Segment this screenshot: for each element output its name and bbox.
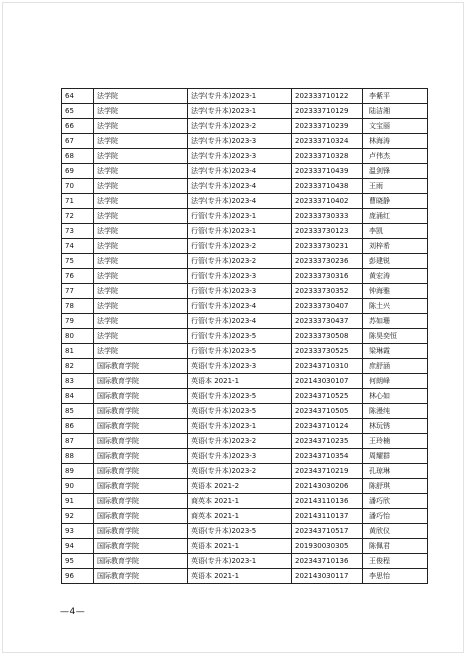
- student-id-cell: 202333710324: [292, 134, 363, 149]
- student-name-cell: 陆洁湘: [363, 104, 428, 119]
- student-id-cell: 202333710122: [292, 89, 363, 104]
- row-number-cell: 82: [62, 359, 94, 374]
- table-row: [62, 209, 428, 224]
- student-name-cell: 庞涌红: [363, 209, 428, 224]
- student-name-cell: 李凯: [363, 224, 428, 239]
- college-cell: 国际教育学院: [94, 389, 188, 404]
- college-cell: 国际教育学院: [94, 554, 188, 569]
- student-name-cell: 李思怡: [363, 569, 428, 584]
- student-id-cell: 202143030107: [292, 374, 363, 389]
- student-name-cell: 陈舒琪: [363, 479, 428, 494]
- student-name-cell: 刘梓希: [363, 239, 428, 254]
- student-name-cell: 林玩锈: [363, 419, 428, 434]
- student-id-cell: 202333730123: [292, 224, 363, 239]
- student-name-cell: 林海涛: [363, 134, 428, 149]
- college-cell: 法学院: [94, 134, 188, 149]
- page-number: —4—: [60, 607, 86, 617]
- row-number-cell: 93: [62, 524, 94, 539]
- table-row: [62, 224, 428, 239]
- class-cell: 法学(专升本)2023-4: [188, 194, 292, 209]
- student-name-cell: 庶舒涵: [363, 359, 428, 374]
- table-row: [62, 404, 428, 419]
- class-cell: 英语(专升本)2023-3: [188, 359, 292, 374]
- student-id-cell: 202333710239: [292, 119, 363, 134]
- row-number-cell: 76: [62, 269, 94, 284]
- student-name-cell: 孔琼琳: [363, 464, 428, 479]
- row-number-cell: 64: [62, 89, 94, 104]
- row-number-cell: 92: [62, 509, 94, 524]
- student-name-cell: 潘巧怡: [363, 509, 428, 524]
- college-cell: 法学院: [94, 224, 188, 239]
- table-row: [62, 479, 428, 494]
- row-number-cell: 85: [62, 404, 94, 419]
- table-row: [62, 134, 428, 149]
- student-id-cell: 202343710235: [292, 434, 363, 449]
- student-id-cell: 202333730231: [292, 239, 363, 254]
- row-number-cell: 91: [62, 494, 94, 509]
- row-number-cell: 95: [62, 554, 94, 569]
- student-name-cell: 陈昊奕恒: [363, 329, 428, 344]
- college-cell: 法学院: [94, 284, 188, 299]
- table-row: [62, 524, 428, 539]
- student-id-cell: 202333710129: [292, 104, 363, 119]
- student-id-cell: 202333710439: [292, 164, 363, 179]
- row-number-cell: 72: [62, 209, 94, 224]
- student-name-cell: 梁琳霞: [363, 344, 428, 359]
- row-number-cell: 83: [62, 374, 94, 389]
- student-id-cell: 202143030117: [292, 569, 363, 584]
- college-cell: 国际教育学院: [94, 419, 188, 434]
- college-cell: 国际教育学院: [94, 539, 188, 554]
- college-cell: 法学院: [94, 209, 188, 224]
- student-id-cell: 202343710136: [292, 554, 363, 569]
- row-number-cell: 90: [62, 479, 94, 494]
- student-name-cell: 温剑锋: [363, 164, 428, 179]
- row-number-cell: 74: [62, 239, 94, 254]
- class-cell: 行管(专升本)2023-4: [188, 314, 292, 329]
- class-cell: 英语(专升本)2023-5: [188, 524, 292, 539]
- row-number-cell: 81: [62, 344, 94, 359]
- row-number-cell: 77: [62, 284, 94, 299]
- student-name-cell: 陈土兴: [363, 299, 428, 314]
- student-id-cell: 202343710219: [292, 464, 363, 479]
- class-cell: 英语(专升本)2023-2: [188, 434, 292, 449]
- college-cell: 国际教育学院: [94, 359, 188, 374]
- class-cell: 英语(专升本)2023-1: [188, 419, 292, 434]
- class-cell: 英语(专升本)2023-1: [188, 554, 292, 569]
- row-number-cell: 88: [62, 449, 94, 464]
- table-row: [62, 164, 428, 179]
- row-number-cell: 69: [62, 164, 94, 179]
- class-cell: 行管(专升本)2023-5: [188, 344, 292, 359]
- student-id-cell: 202333730508: [292, 329, 363, 344]
- student-id-cell: 202143110137: [292, 509, 363, 524]
- class-cell: 商英本 2021-1: [188, 509, 292, 524]
- table-row: [62, 254, 428, 269]
- row-number-cell: 94: [62, 539, 94, 554]
- student-id-cell: 202333730407: [292, 299, 363, 314]
- student-name-cell: 何朗峰: [363, 374, 428, 389]
- table-row: [62, 539, 428, 554]
- class-cell: 行管(专升本)2023-3: [188, 269, 292, 284]
- row-number-cell: 79: [62, 314, 94, 329]
- table-row: [62, 419, 428, 434]
- class-cell: 法学(专升本)2023-1: [188, 104, 292, 119]
- table-row: [62, 359, 428, 374]
- row-number-cell: 84: [62, 389, 94, 404]
- row-number-cell: 87: [62, 434, 94, 449]
- table-row: [62, 104, 428, 119]
- class-cell: 英语(专升本)2023-5: [188, 404, 292, 419]
- table-row: [62, 329, 428, 344]
- class-cell: 法学(专升本)2023-3: [188, 134, 292, 149]
- class-cell: 法学(专升本)2023-1: [188, 89, 292, 104]
- table-row: [62, 509, 428, 524]
- student-name-cell: 陈漫纯: [363, 404, 428, 419]
- row-number-cell: 66: [62, 119, 94, 134]
- college-cell: 国际教育学院: [94, 449, 188, 464]
- student-name-cell: 曹晓静: [363, 194, 428, 209]
- class-cell: 英语本 2021-1: [188, 374, 292, 389]
- student-id-cell: 202343710517: [292, 524, 363, 539]
- table-row: [62, 284, 428, 299]
- row-number-cell: 71: [62, 194, 94, 209]
- row-number-cell: 96: [62, 569, 94, 584]
- table-row: [62, 554, 428, 569]
- college-cell: 法学院: [94, 119, 188, 134]
- table-row: [62, 569, 428, 584]
- student-id-cell: 202333730525: [292, 344, 363, 359]
- student-name-cell: 李紫平: [363, 89, 428, 104]
- college-cell: 国际教育学院: [94, 434, 188, 449]
- student-id-cell: 202143030206: [292, 479, 363, 494]
- college-cell: 国际教育学院: [94, 479, 188, 494]
- college-cell: 国际教育学院: [94, 464, 188, 479]
- college-cell: 国际教育学院: [94, 509, 188, 524]
- table-row: [62, 149, 428, 164]
- college-cell: 法学院: [94, 164, 188, 179]
- college-cell: 法学院: [94, 299, 188, 314]
- college-cell: 法学院: [94, 269, 188, 284]
- table-row: [62, 464, 428, 479]
- student-name-cell: 林心如: [363, 389, 428, 404]
- table-row: [62, 344, 428, 359]
- table-row: [62, 179, 428, 194]
- student-name-cell: 文宝丽: [363, 119, 428, 134]
- row-number-cell: 70: [62, 179, 94, 194]
- class-cell: 行管(专升本)2023-3: [188, 284, 292, 299]
- class-cell: 英语(专升本)2023-3: [188, 449, 292, 464]
- college-cell: 法学院: [94, 179, 188, 194]
- college-cell: 法学院: [94, 149, 188, 164]
- student-id-cell: 202143110136: [292, 494, 363, 509]
- class-cell: 英语(专升本)2023-2: [188, 464, 292, 479]
- student-name-cell: 陈佩君: [363, 539, 428, 554]
- row-number-cell: 65: [62, 104, 94, 119]
- student-roster-table: [61, 88, 428, 584]
- row-number-cell: 78: [62, 299, 94, 314]
- student-id-cell: 202333730333: [292, 209, 363, 224]
- row-number-cell: 80: [62, 329, 94, 344]
- student-name-cell: 钟海雅: [363, 284, 428, 299]
- class-cell: 英语(专升本)2023-5: [188, 389, 292, 404]
- college-cell: 国际教育学院: [94, 569, 188, 584]
- class-cell: 法学(专升本)2023-4: [188, 179, 292, 194]
- college-cell: 国际教育学院: [94, 374, 188, 389]
- college-cell: 法学院: [94, 239, 188, 254]
- college-cell: 国际教育学院: [94, 524, 188, 539]
- college-cell: 法学院: [94, 194, 188, 209]
- student-name-cell: 周耀群: [363, 449, 428, 464]
- college-cell: 法学院: [94, 104, 188, 119]
- class-cell: 英语本 2021-2: [188, 479, 292, 494]
- student-name-cell: 王雨: [363, 179, 428, 194]
- student-name-cell: 苏如珊: [363, 314, 428, 329]
- class-cell: 行管(专升本)2023-1: [188, 224, 292, 239]
- student-id-cell: 202333730316: [292, 269, 363, 284]
- student-id-cell: 202343710124: [292, 419, 363, 434]
- student-id-cell: 202333710438: [292, 179, 363, 194]
- class-cell: 行管(专升本)2023-2: [188, 239, 292, 254]
- college-cell: 法学院: [94, 89, 188, 104]
- student-id-cell: 202333710328: [292, 149, 363, 164]
- college-cell: 法学院: [94, 314, 188, 329]
- college-cell: 国际教育学院: [94, 404, 188, 419]
- student-name-cell: 卢伟杰: [363, 149, 428, 164]
- college-cell: 法学院: [94, 329, 188, 344]
- student-id-cell: 202333730352: [292, 284, 363, 299]
- table-row: [62, 389, 428, 404]
- row-number-cell: 75: [62, 254, 94, 269]
- row-number-cell: 73: [62, 224, 94, 239]
- table-row: [62, 299, 428, 314]
- class-cell: 行管(专升本)2023-5: [188, 329, 292, 344]
- student-name-cell: 王玲楠: [363, 434, 428, 449]
- table-row: [62, 194, 428, 209]
- class-cell: 法学(专升本)2023-2: [188, 119, 292, 134]
- table-row: [62, 239, 428, 254]
- student-name-cell: 黄宏涛: [363, 269, 428, 284]
- class-cell: 英语本 2021-1: [188, 569, 292, 584]
- student-id-cell: 202343710354: [292, 449, 363, 464]
- student-name-cell: 潘巧欣: [363, 494, 428, 509]
- student-id-cell: 201930030305: [292, 539, 363, 554]
- class-cell: 商英本 2021-1: [188, 494, 292, 509]
- student-id-cell: 202333710402: [292, 194, 363, 209]
- row-number-cell: 68: [62, 149, 94, 164]
- student-id-cell: 202343710505: [292, 404, 363, 419]
- class-cell: 行管(专升本)2023-4: [188, 299, 292, 314]
- table-row: [62, 434, 428, 449]
- row-number-cell: 86: [62, 419, 94, 434]
- row-number-cell: 89: [62, 464, 94, 479]
- class-cell: 英语本 2021-1: [188, 539, 292, 554]
- student-id-cell: 202343710310: [292, 359, 363, 374]
- college-cell: 法学院: [94, 344, 188, 359]
- student-id-cell: 202343710525: [292, 389, 363, 404]
- college-cell: 国际教育学院: [94, 494, 188, 509]
- table-row: [62, 449, 428, 464]
- class-cell: 行管(专升本)2023-2: [188, 254, 292, 269]
- student-name-cell: 王俊程: [363, 554, 428, 569]
- student-name-cell: 黄欣仪: [363, 524, 428, 539]
- table-row: [62, 269, 428, 284]
- student-id-cell: 202333730236: [292, 254, 363, 269]
- college-cell: 法学院: [94, 254, 188, 269]
- table-row: [62, 314, 428, 329]
- table-row: [62, 494, 428, 509]
- student-name-cell: 彭建锐: [363, 254, 428, 269]
- class-cell: 法学(专升本)2023-3: [188, 149, 292, 164]
- table-row: [62, 374, 428, 389]
- table-row: [62, 119, 428, 134]
- class-cell: 法学(专升本)2023-4: [188, 164, 292, 179]
- table-row: [62, 89, 428, 104]
- student-id-cell: 202333730437: [292, 314, 363, 329]
- roster-table-body: [62, 89, 428, 584]
- class-cell: 行管(专升本)2023-1: [188, 209, 292, 224]
- row-number-cell: 67: [62, 134, 94, 149]
